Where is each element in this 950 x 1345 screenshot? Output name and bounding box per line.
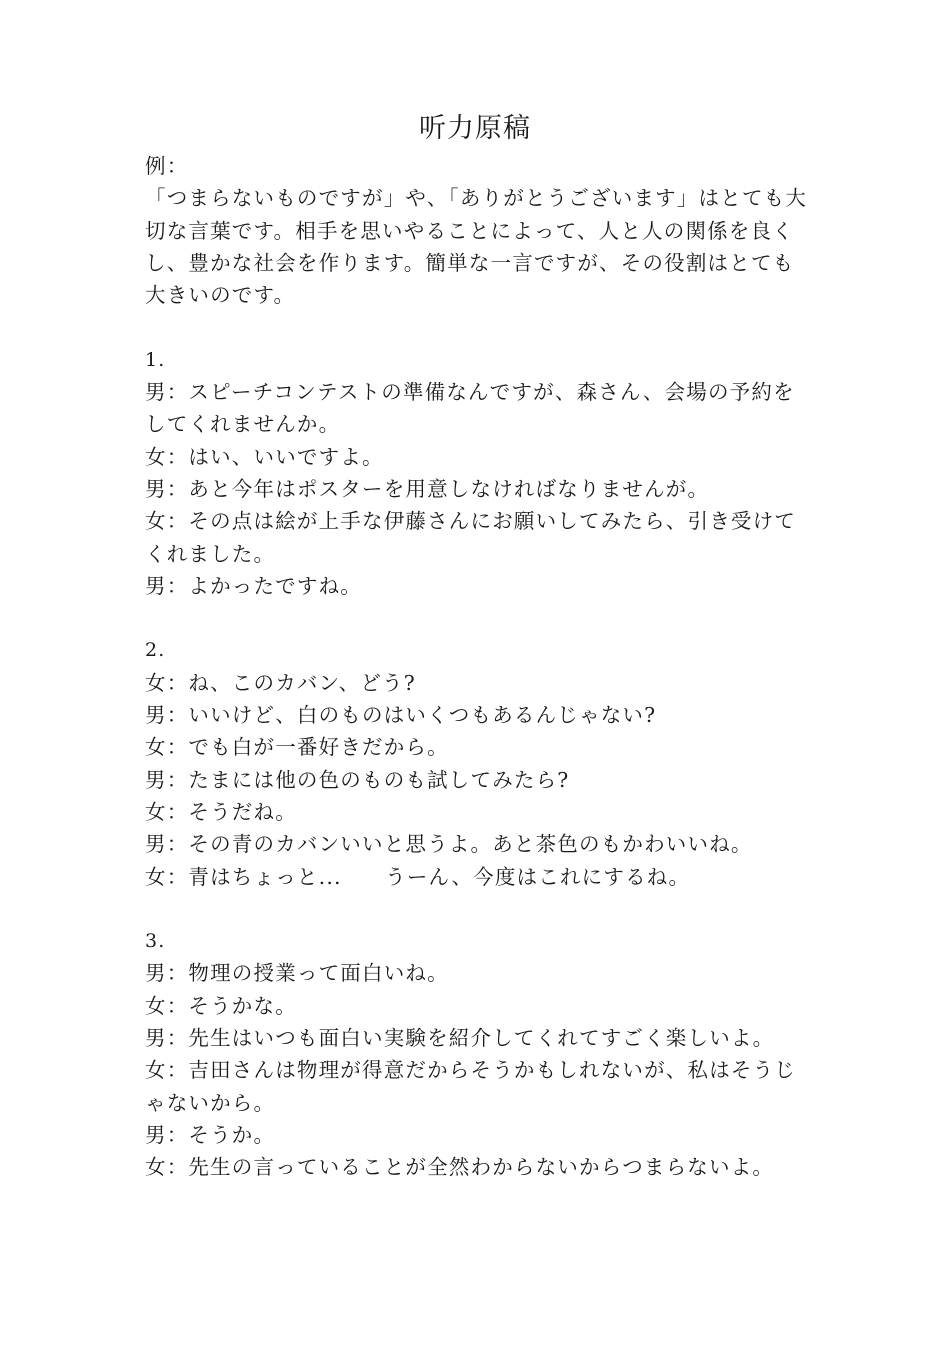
spacer [145, 602, 813, 634]
spacer [145, 311, 813, 343]
dialogue-line: 女：ね、このカバン、どう? [145, 670, 416, 695]
dialogue-line: 男：そうか。 [145, 1122, 276, 1147]
example-label: 例： [145, 154, 189, 178]
section-number: 3. [145, 930, 166, 953]
dialogue-line: 男：あと今年はポスターを用意しなければなりませんが。 [145, 476, 710, 501]
transcript-body [145, 150, 813, 1184]
section-2 [145, 634, 813, 892]
dialogue-line: 女：その点は絵が上手な伊藤さんにお願いしてみたら、引き受けてくれました。 [145, 509, 796, 566]
dialogue-line: 女：そうかな。 [145, 993, 297, 1018]
section-3 [145, 925, 813, 1183]
dialogue-line: 男：いいけど、白のものはいくつもあるんじゃない? [145, 703, 657, 728]
dialogue-line: 女：吉田さんは物理が得意だからそうかもしれないが、私はそうじゃないから。 [145, 1058, 796, 1115]
dialogue-line: 男：スピーチコンテストの準備なんですが、森さん、会場の予約をしてくれませんか。 [145, 380, 795, 437]
dialogue-line: 女：先生の言っていることが全然わからないからつまらないよ。 [145, 1155, 775, 1180]
dialogue-line: 男：その青のカバンいいと思うよ。あと茶色のもかわいいね。 [145, 832, 753, 857]
example-text: 「つまらないものですが」や、「ありがとうございます」はとても大切な言葉です。相手を思いやることによって、人と人の関係を良くし、豊かな社会を作ります。簡単な一言ですが、その役割はとても大きいのです。 [145, 186, 808, 308]
dialogue-line: 女：でも白が一番好きだから。 [145, 735, 449, 760]
section-1 [145, 344, 813, 602]
dialogue-line: 女：はい、いいですよ。 [145, 444, 384, 469]
page-title: 听力原稿 [419, 113, 531, 144]
spacer [145, 893, 813, 925]
section-number: 1. [145, 348, 166, 371]
dialogue-line: 男：よかったですね。 [145, 573, 362, 598]
dialogue-line: 男：先生はいつも面白い実験を紹介してくれてすごく楽しいよ。 [145, 1026, 775, 1051]
dialogue-line: 男：たまには他の色のものも試してみたら? [145, 767, 570, 792]
example-block [145, 150, 813, 311]
section-number: 2. [145, 639, 166, 662]
dialogue-line: 男：物理の授業って面白いね。 [145, 961, 449, 986]
dialogue-line: 女：青はちょっと... うーん、今度はこれにするね。 [145, 864, 691, 889]
dialogue-line: 女：そうだね。 [145, 799, 297, 824]
